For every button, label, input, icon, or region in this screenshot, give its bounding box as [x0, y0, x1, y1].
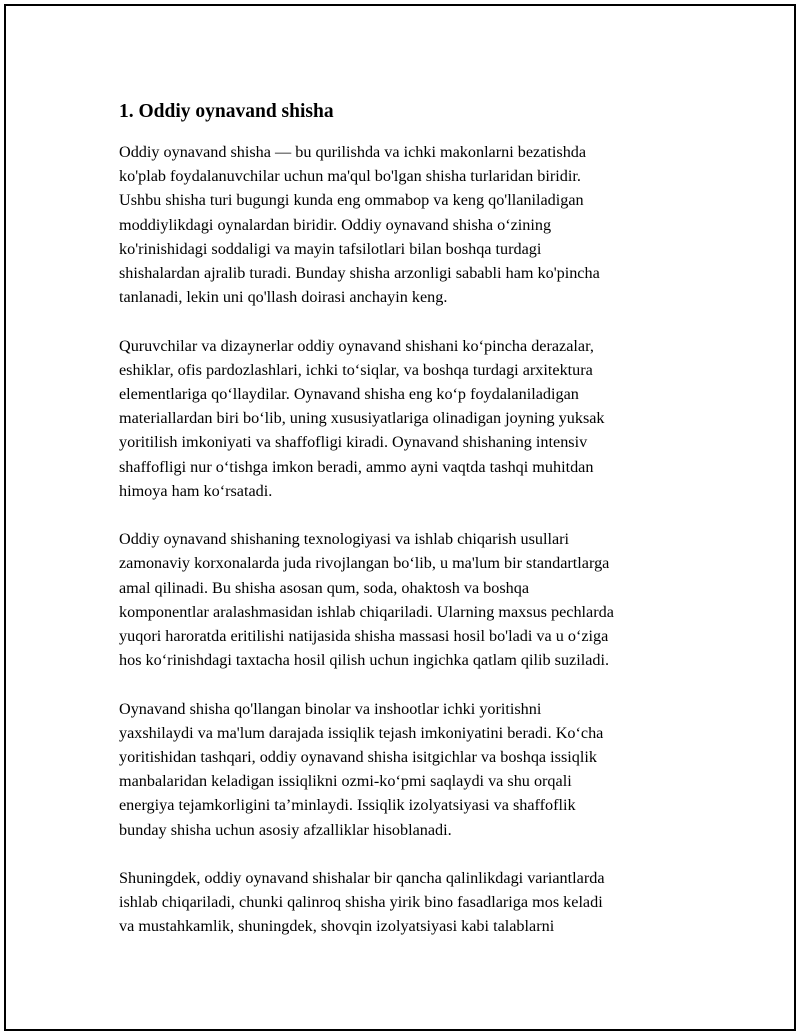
- paragraph-1: Oddiy oynavand shisha — bu qurilishda va ichki makonlarni bezatishda ko'plab foydalanuvchilar uchun ma'qul bo'lgan shisha turlaridan biridir. Ushbu shisha turi bugungi kunda eng ommabop va keng qo'llaniladigan moddiylikdagi oynalardan biridir. Oddiy oynavand shisha oʻzining ko'rinishidagi soddaligi va mayin tafsilotlari bilan boshqa turdagi shishalardan ajralib turadi. Bunday shisha arzonligi sababli ham ko'pincha tanlanadi, lekin uni qo'llash doirasi anchayin keng.: [119, 143, 600, 307]
- paragraph-3: Oddiy oynavand shishaning texnologiyasi va ishlab chiqarish usullari zamonaviy korxonalarda juda rivojlangan boʻlib, u ma'lum bir standartlarga amal qilinadi. Bu shisha asosan qum, soda, ohaktosh va boshqa komponentlar aralashmasidan ishlab chiqariladi. Ularning maxsus pechlarda yuqori haroratda eritilishi natijasida shisha massasi hosil bo'ladi va u oʻziga hos koʻrinishdagi taxtacha hosil qilish uchun ingichka qatlam qilib suziladi.: [119, 530, 614, 670]
- document-body: [119, 98, 699, 963]
- page-frame: [4, 4, 796, 1031]
- paragraph-4: Oynavand shisha qo'llangan binolar va inshootlar ichki yoritishni yaxshilaydi va ma'lum darajada issiqlik tejash imkoniyatini beradi. Koʻcha yoritishidan tashqari, oddiy oynavand shisha isitgichlar va boshqa issiqlik manbalaridan keladigan issiqlikni ozmi-koʻpmi saqlaydi va shu orqali energiya tejamkorligini taʼminlaydi. Issiqlik izolyatsiyasi va shaffoflik bunday shisha uchun asosiy afzalliklar hisoblanadi.: [119, 699, 604, 839]
- document-title: 1. Oddiy oynavand shisha: [119, 101, 334, 122]
- paragraph-2: Quruvchilar va dizaynerlar oddiy oynavand shishani koʻpincha derazalar, eshiklar, ofis pardozlashlari, ichki toʻsiqlar, va boshqa turdagi arxitektura elementlariga qoʻllaydilar. Oynavand shisha eng koʻp foydalaniladigan materiallardan biri boʻlib, uning xususiyatlariga olinadigan joyning yuksak yoritilish imkoniyati va shaffofligi kiradi. Oynavand shishaning intensiv shaffofligi nur oʻtishga imkon beradi, ammo ayni vaqtda tashqi muhitdan himoya ham koʻrsatadi.: [119, 336, 605, 500]
- paragraph-5: Shuningdek, oddiy oynavand shishalar bir qancha qalinlikdagi variantlarda ishlab chiqariladi, chunki qalinroq shisha yirik bino fasadlariga mos keladi va mustahkamlik, shuningdek, shovqin izolyatsiyasi kabi talablarni: [119, 869, 605, 936]
